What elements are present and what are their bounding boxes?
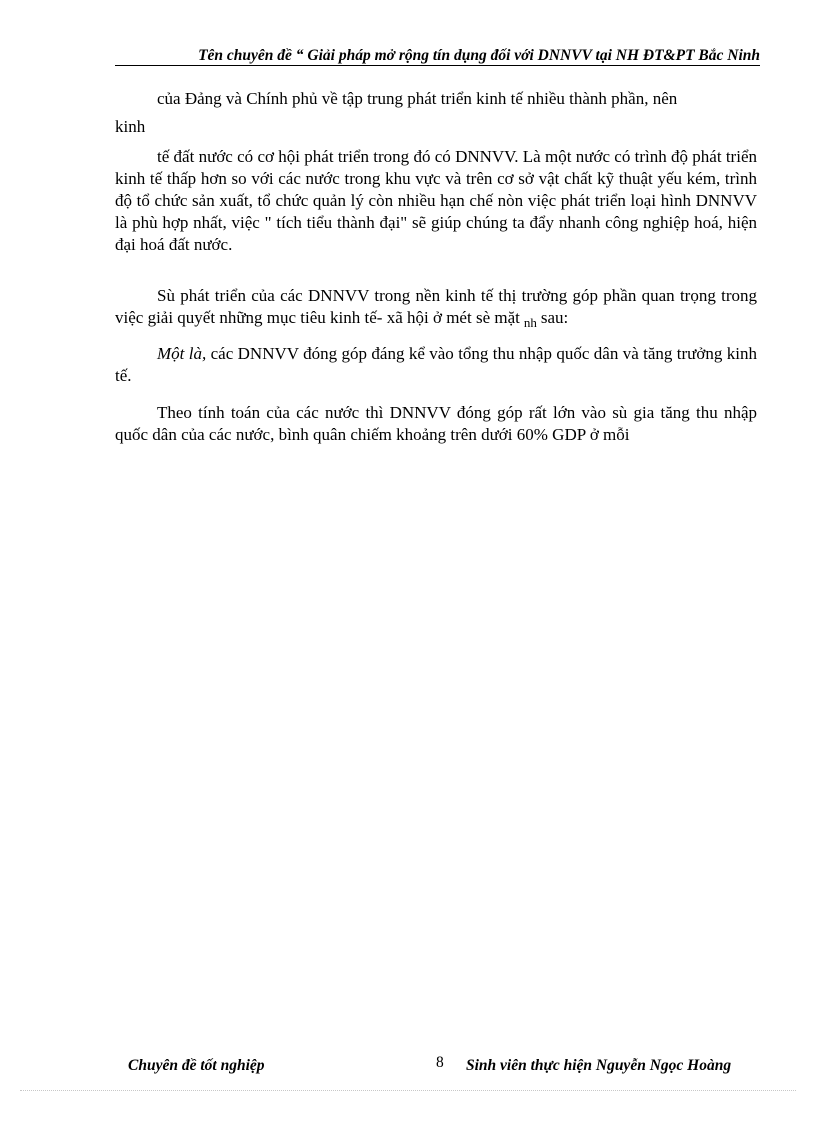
- paragraph-5: Theo tính toán của các nước thì DNNVV đóng góp rất lớn vào sù gia tăng thu nhập quốc dân của các nước, bình quân chiếm khoảng trên dưới 60% GDP ở mỗi: [115, 403, 757, 444]
- paragraph-3-subscript: nh: [523, 315, 537, 330]
- paragraph-2: tế đất nước có cơ hội phát triển trong đó có DNNVV. Là một nước có trình độ phát triển kinh tế thấp hơn so với các nước trong khu vực và trên cơ sở vật chất kỹ thuật yếu kém, trình độ tổ chức sản xuất, tổ chức quản lý còn nhiều hạn chế nòn việc phát triển loại hình DNNVV là phù hợp nhất, việc " tích tiểu thành đại" sẽ giúp chúng ta đẩy nhanh công nghiệp hoá, hiện đại hoá đất nước.: [115, 147, 757, 254]
- paragraph-3: [115, 285, 757, 330]
- paragraph-4: [115, 343, 757, 387]
- page-bottom-border: [20, 1090, 796, 1091]
- paragraph-1-wrap: kinh: [115, 117, 146, 136]
- footer-author: Sinh viên thực hiện Nguyễn Ngọc Hoàng: [466, 1057, 732, 1074]
- paragraph-4-text: các DNNVV đóng góp đáng kể vào tổng thu nhập quốc dân và tăng trưởng kinh tế.: [115, 344, 757, 385]
- page-header-title: Tên chuyên đề “ Giải pháp mở rộng tín dụng đối với DNNVV tại NH ĐT&PT Bắc Ninh: [198, 47, 760, 64]
- paragraph-4-lead: Một là,: [157, 344, 207, 363]
- paragraph-3-main: Sù phát triển của các DNNVV trong nền kinh tế thị trường góp phần quan trọng trong việc giải quyết những mục tiêu kinh tế- xã hội ở mét sè mặt: [115, 286, 757, 327]
- paragraph-3-end: sau:: [540, 308, 569, 327]
- header-divider: [115, 65, 760, 66]
- footer-thesis-label: Chuyên đề tốt nghiệp: [128, 1057, 265, 1074]
- page-number: 8: [436, 1054, 444, 1071]
- paragraph-1-line: của Đảng và Chính phủ về tập trung phát triển kinh tế nhiều thành phần, nên: [157, 89, 678, 108]
